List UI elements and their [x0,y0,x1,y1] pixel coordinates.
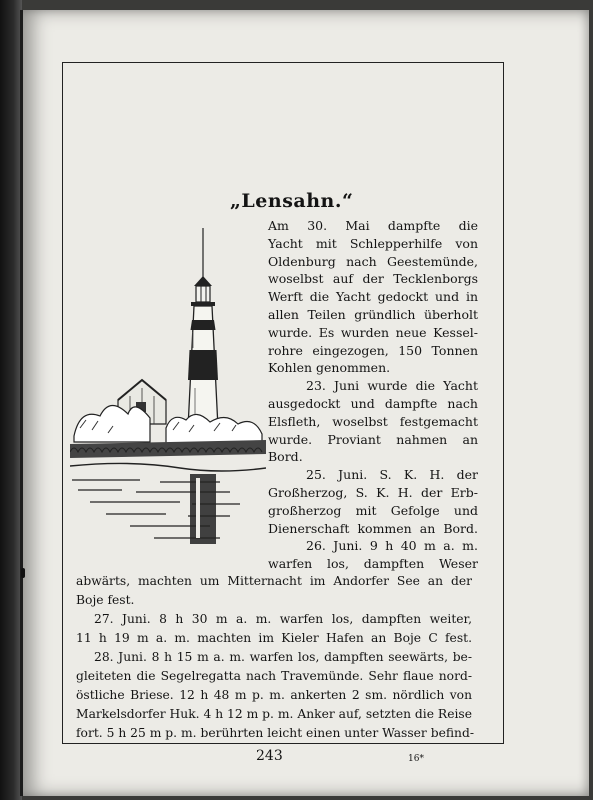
text-line: wurde. Es wurden neue Kessel- [268,324,478,340]
text-line: fort. 5 h 25 m p. m. berührten leicht einen unter Wasser befind- [76,726,475,740]
binding-mark [21,568,25,578]
page-number: 243 [256,748,283,764]
text-line: Elsfleth, woselbst festgemacht [268,413,478,429]
text-line: woselbst auf der Tecklenborgs [268,271,478,287]
text-line: Werft die Yacht gedockt und in [268,289,478,305]
text-line: Großherzog, S. K. H. der Erb- [268,485,478,500]
text-line: Oldenburg nach Geestemünde, [268,253,478,269]
lighthouse-illustration [70,228,266,550]
text-line: Am 30. Mai dampfte die [268,218,478,233]
text-line: abwärts, machten um Mitternacht im Andorfer See an der [76,574,472,588]
text-line: Yacht mit Schlepperhilfe von [268,235,478,251]
signature-mark: 16* [408,754,424,764]
text-line: 11 h 19 m a. m. machten im Kieler Hafen an Boje C fest. [76,631,472,645]
text-line: 25. Juni. S. K. H. der [306,467,478,483]
text-line: 28. Juni. 8 h 15 m a. m. warfen los, dampften seewärts, be- [94,650,472,664]
text-line: rohre eingezogen, 150 Tonnen [268,342,478,358]
text-line: ausgedockt und dampfte nach [268,396,478,411]
text-line: 23. Juni wurde die Yacht [306,378,478,394]
chapter-title: „Lensahn.“ [230,190,354,212]
text-line: allen Teilen gründlich überholt [268,307,478,322]
text-line: 27. Juni. 8 h 30 m a. m. warfen los, dampften weiter, [94,612,472,626]
text-line: Boje fest. [76,593,135,607]
text-line: Markelsdorfer Huk. 4 h 12 m p. m. Anker auf, setzten die Reise [76,707,472,721]
text-line: gleiteten die Segelregatta nach Travemünde. Sehr flaue nord- [76,669,472,683]
text-line: östliche Briese. 12 h 48 m p. m. ankerten 2 sm. nördlich von [76,688,472,702]
text-line: 26. Juni. 9 h 40 m a. m. [306,538,478,554]
text-line: wurde. Proviant nahmen an [268,431,478,447]
text-line: Kohlen genommen. [268,360,391,376]
text-line: Bord. [268,449,303,465]
text-line: warfen los, dampften Weser [268,556,478,572]
book-spine [0,0,22,800]
text-line: großherzog mit Gefolge und [268,502,478,518]
text-line: Dienerschaft kommen an Bord. [268,520,478,536]
